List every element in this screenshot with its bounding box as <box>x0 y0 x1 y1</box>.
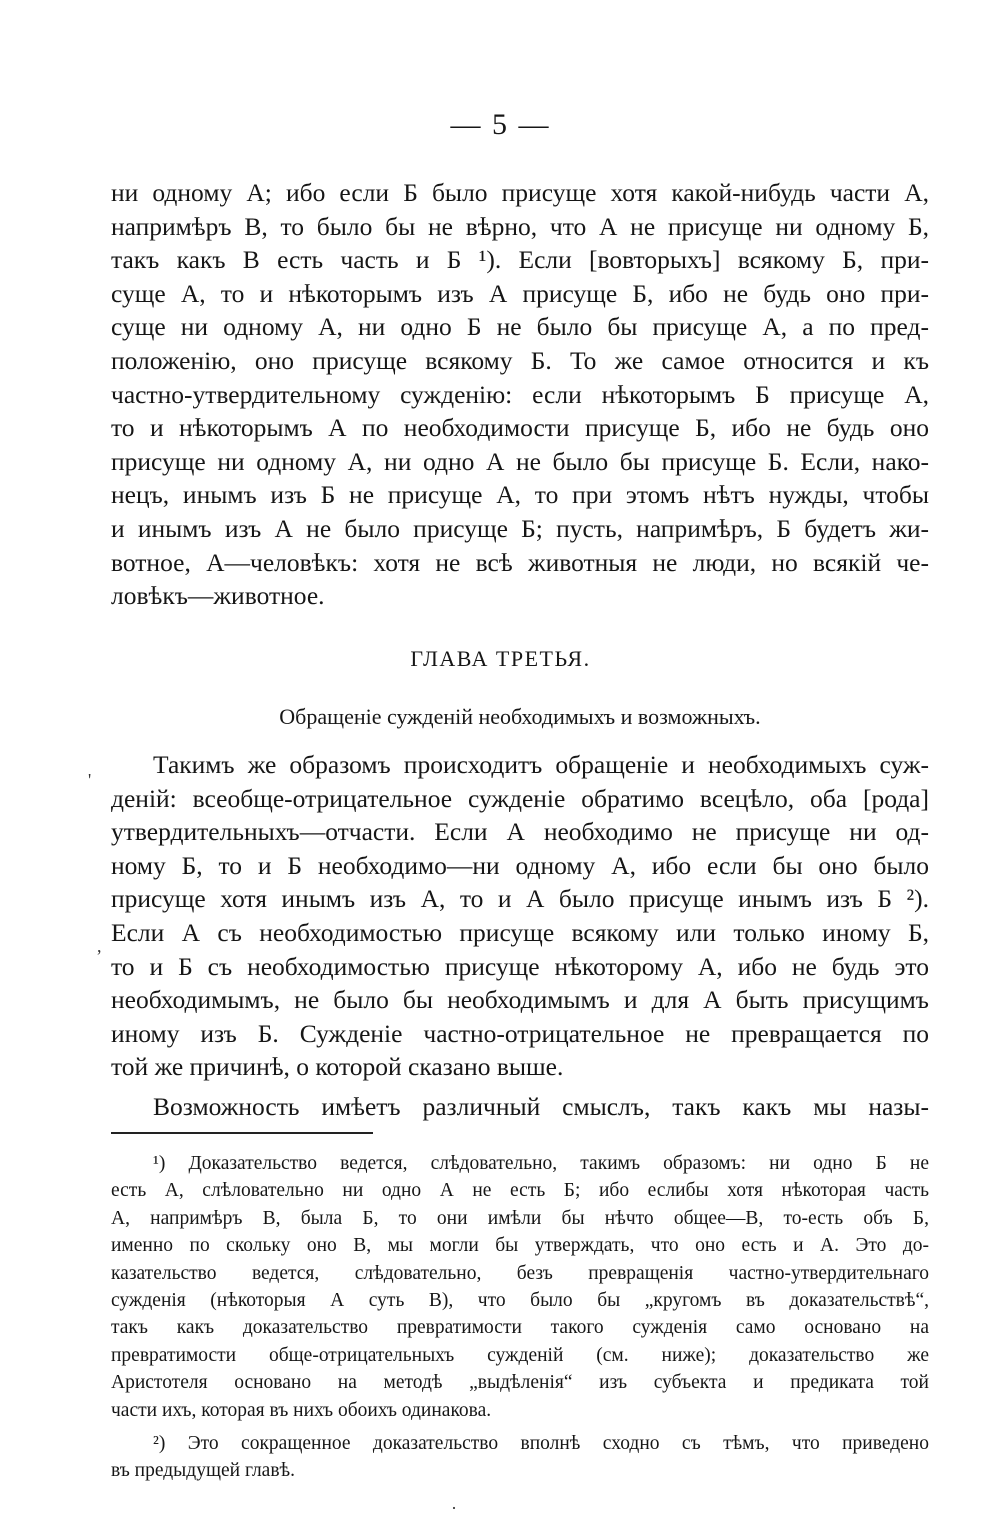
footnote-line: ¹) Доказательство ведется, слѣдовательно, такимъ образомъ: ни одно Б не <box>153 1153 929 1174</box>
chapter-title: ГЛАВА ТРЕТЬЯ. <box>410 646 591 671</box>
margin-comma-mark: , <box>97 936 102 956</box>
footnote-line: части ихъ, которая въ нихъ обоихъ одинакова. <box>111 1399 492 1421</box>
text-line: нецъ, инымъ изъ Б не присуще А, то при этомъ нѣтъ нужды, чтобы <box>111 480 929 510</box>
footnote-line: Аристотеля основано на методѣ „выдѣленія“ изъ субъекта и предиката той <box>111 1372 929 1394</box>
footnote-line: именно по скольку оно В, мы могли бы утверждать, что оно есть и А. Это до- <box>111 1235 929 1257</box>
text-line: ному Б, то и Б необходимо—ни одному А, ибо если бы оно было <box>111 850 929 880</box>
text-line: и инымъ изъ А не было присуще Б; пусть, напримѣръ, Б будетъ жи- <box>111 513 929 543</box>
footnote-line: превратимости обще-отрицательныхъ сужденій (см. ниже); доказательство же <box>111 1344 929 1366</box>
footnote-1 <box>111 1150 929 1424</box>
footnotes <box>111 1150 929 1485</box>
chapter-subtitle: Обращеніе сужденій необходимыхъ и возможныхъ. <box>279 704 761 729</box>
paragraph-possibility <box>111 1090 929 1124</box>
text-line: Если А съ необходимостью присуще всякому или только иному Б, <box>111 917 929 947</box>
footnote-separator <box>111 1132 373 1134</box>
text-line: присуще ни одному А, ни одно А не было бы присуще Б. Если, нако- <box>111 446 929 476</box>
text-line: то и нѣкоторымъ А по необходимости присуще Б, ибо не будь оно <box>111 413 929 443</box>
footnote-line: казательство ведется, слѣдовательно, безъ превращенія частно-утвердительнаго <box>111 1262 929 1284</box>
text-line: частно-утвердительному сужденію: если нѣкоторымъ Б присуще А, <box>111 379 929 409</box>
text-line: напримѣръ В, то было бы не вѣрно, что А не присуще ни одному Б, <box>111 211 929 241</box>
paragraph-continuation <box>111 176 929 613</box>
page-number: — 5 — <box>450 108 551 141</box>
footnote-line: ²) Это сокращенное доказательство вполнѣ сходно съ тѣмъ, что приведено <box>153 1432 929 1454</box>
text-line: утвердительныхъ—отчасти. Если А необходимо не присуще ни од- <box>111 817 929 847</box>
margin-tick-mark: ' <box>88 770 92 790</box>
text-line: вотное, А—человѣкъ: хотя не всѣ животныя не люди, но всякій че- <box>111 547 929 577</box>
paragraph-necessary-judgments <box>111 748 929 1084</box>
footnote-2 <box>111 1430 929 1485</box>
text-line: Возможность имѣетъ различный смыслъ, такъ какъ мы назы- <box>153 1092 929 1121</box>
footnote-line: А, напримѣръ В, была Б, то они имѣли бы нѣчто общее—В, то-есть объ Б, <box>111 1207 929 1229</box>
text-line: необходимымъ, не было бы необходимымъ и для А быть присущимъ <box>111 985 929 1015</box>
text-line: той же причинѣ, о которой сказано выше. <box>111 1052 564 1082</box>
footnote-line: въ предыдущей главѣ. <box>111 1460 296 1482</box>
text-line: ни одному А; ибо если Б было присуще хотя какой-нибудь части А, <box>111 178 929 207</box>
text-line: ловѣкъ—животное. <box>111 581 325 611</box>
text-line: положенію, оно присуще всякому Б. То же самое относится и къ <box>111 345 929 375</box>
footnote-line: сужденія (нѣкоторыя А суть В), что было бы „кругомъ въ доказательствѣ“, <box>111 1289 929 1311</box>
text-line: то и Б съ необходимостью присуще нѣкоторому А, ибо не будь это <box>111 951 929 981</box>
footnote-line: есть А, слѣловательно ни одно А не есть Б; ибо еслибы хотя нѣкоторая часть <box>111 1180 929 1202</box>
footnote-line: такъ какъ доказательство превратимости такого сужденія само основано на <box>111 1317 929 1339</box>
text-line: Такимъ же образомъ происходитъ обращеніе и необходимыхъ суж- <box>153 750 929 779</box>
text-line: иному изъ Б. Сужденіе частно-отрицательное не превращается по <box>111 1018 929 1048</box>
bottom-dot-mark: · <box>451 1498 457 1518</box>
text-line: суще А, то и нѣкоторымъ изъ А присуще Б, ибо не будь оно при- <box>111 278 929 308</box>
text-line: присуще хотя инымъ изъ А, то и А было присуще инымъ изъ Б ²). <box>111 884 929 914</box>
text-line: такъ какъ В есть часть и Б ¹). Если [вовторыхъ] всякому Б, при- <box>111 245 929 275</box>
text-line: суще ни одному А, ни одно Б не было бы присуще А, а по пред- <box>111 312 929 342</box>
text-line: деній: всеобще-отрицательное сужденіе обратимо всецѣло, оба [рода] <box>111 783 929 813</box>
